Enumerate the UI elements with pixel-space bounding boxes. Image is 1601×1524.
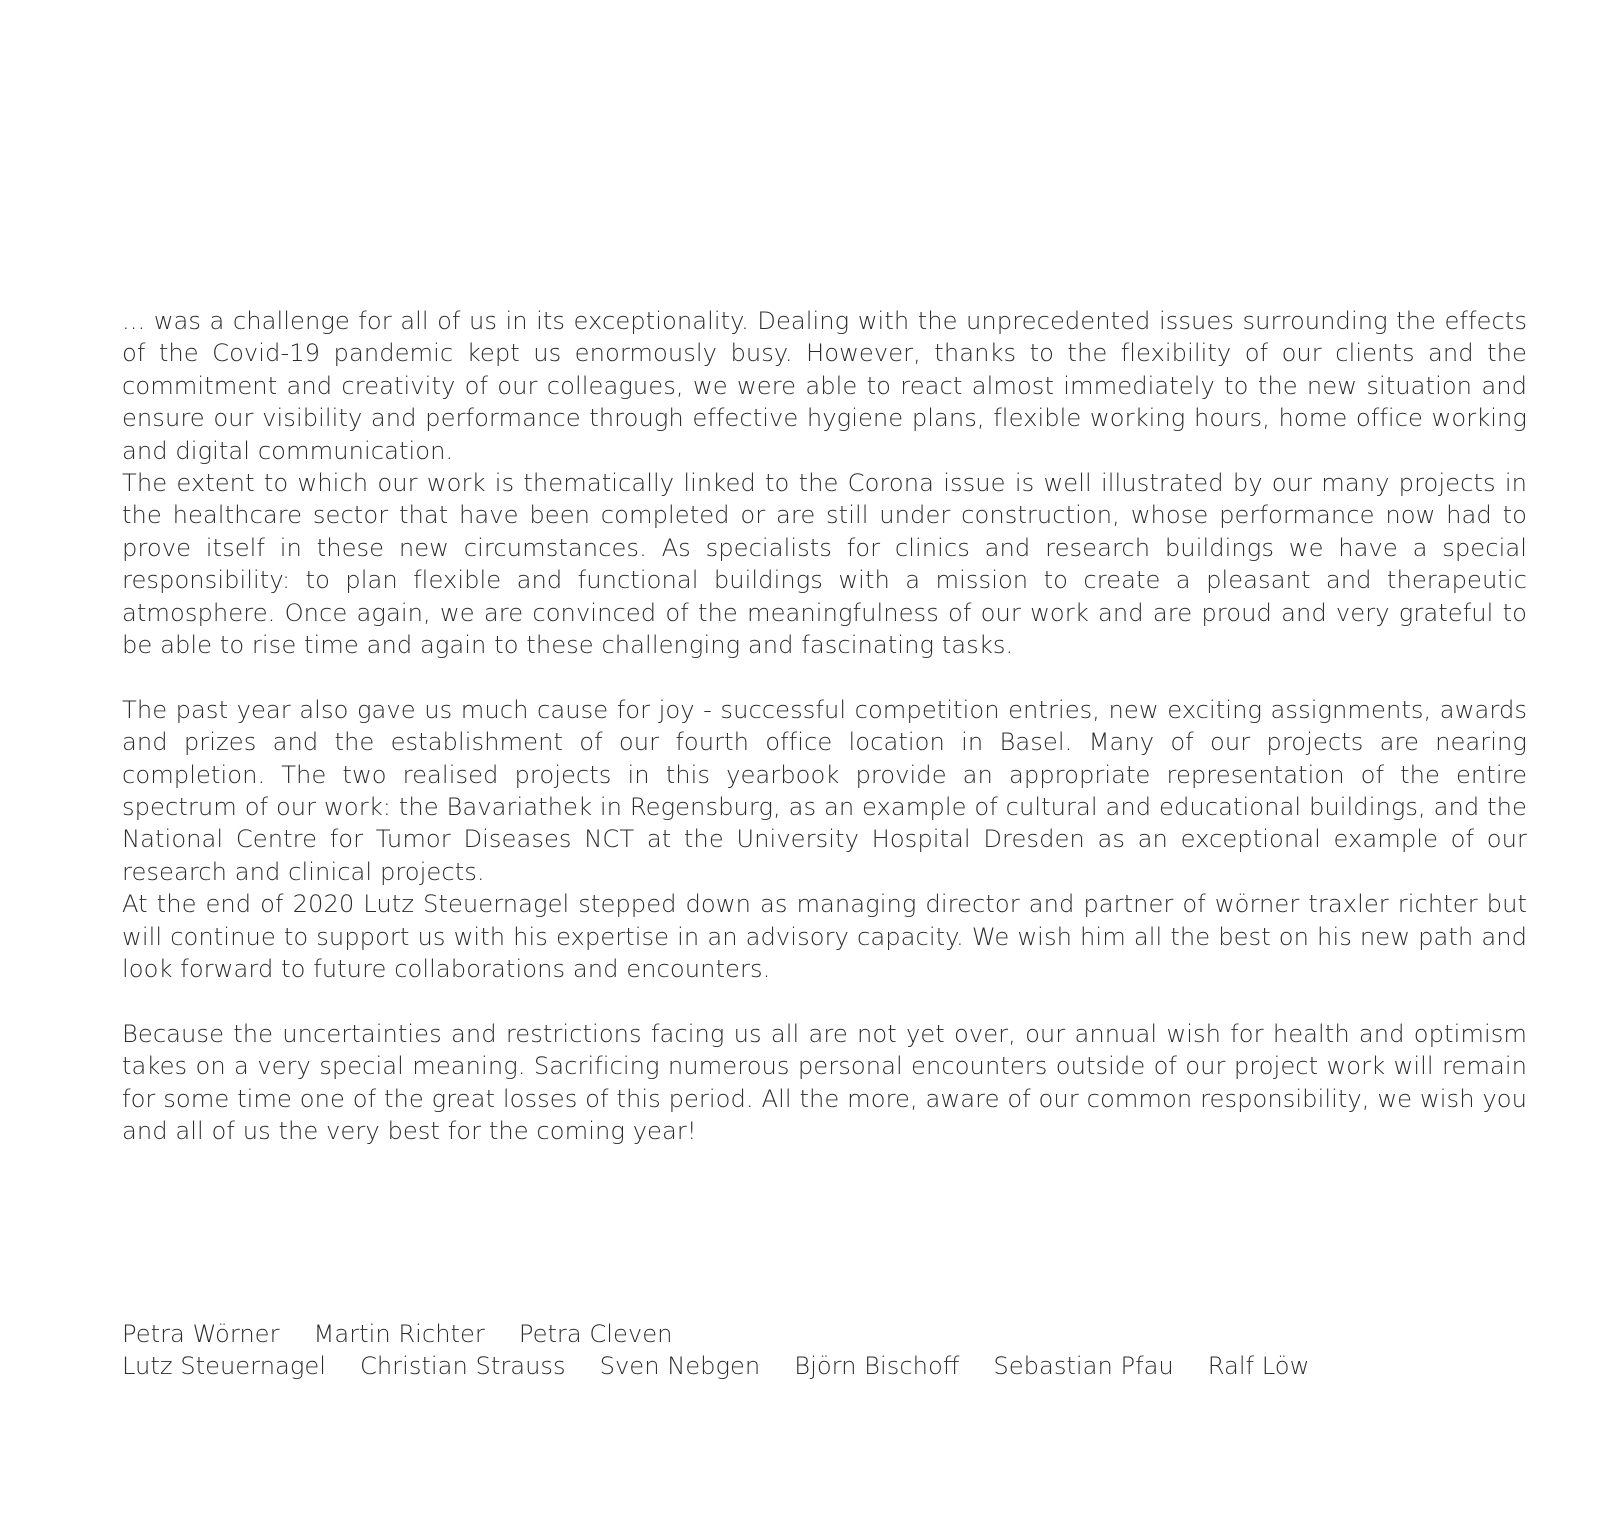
paragraph-intro: ... was a challenge for all of us in its exceptionality. Dealing with the unprecedented issues surrounding the effects of the Covid-19 pandemic kept us enormously busy. However, thanks to the flexibility of our clients and the commitment and creativity of our colleagues, we were able to react almost immediately to the new situation and ensure our visibility and performance through effective hygiene plans, flexible working hours, home office working and digital communication. — [122, 307, 1527, 465]
signature-name: Christian Strauss — [359, 1352, 566, 1381]
signature-name: Petra Cleven — [518, 1320, 673, 1348]
signature-row-associates — [122, 1350, 1343, 1382]
paragraph-gap — [122, 986, 1527, 1018]
signature-row-partners — [122, 1318, 1343, 1350]
paragraph-gap — [122, 661, 1527, 693]
signature-name: Petra Wörner — [122, 1320, 280, 1348]
signature-name: Sven Nebgen — [599, 1352, 761, 1381]
signature-name: Martin Richter — [313, 1320, 485, 1348]
paragraph-wishes: Because the uncertainties and restrictions facing us all are not yet over, our annual wish for health and optimism takes on a very special meaning. Sacrificing numerous personal encounters outside of our project work will remain for some time one of the great losses of this period. All the more, aware of our common responsibility, we wish you and all of us the very best for the coming year! — [122, 1019, 1527, 1146]
signature-name: Lutz Steuernagel — [122, 1352, 326, 1381]
signature-name: Sebastian Pfau — [993, 1352, 1174, 1381]
letter-body — [122, 305, 1527, 1148]
paragraph-past-year: The past year also gave us much cause for joy - successful competition entries, new exciting assignments, awards and prizes and the establishment of our fourth office location in Basel. Many of our projects are nearing completion. The two realised projects in this yearbook provide an appropriate representation of the entire spectrum of our work: the Bavariathek in Regensburg, as an example of cultural and educational buildings, and the National Centre for Tumor Diseases NCT at the University Hospital Dresden as an exceptional example of our research and clinical projects. — [122, 695, 1527, 886]
paragraph-healthcare: The extent to which our work is thematically linked to the Corona issue is well illustrated by our many projects in the healthcare sector that have been completed or are still under construction, whose performance now had to prove itself in these new circumstances. As specialists for clinics and research buildings we have a special responsibility: to plan flexible and functional buildings with a mission to create a pleasant and therapeutic atmosphere. Once again, we are convinced of the meaningfulness of our work and are proud and very grateful to be able to rise time and again to these challenging and fascinating tasks. — [122, 469, 1527, 660]
signature-name: Björn Bischoff — [794, 1352, 960, 1381]
signature-block — [122, 1318, 1343, 1383]
signature-name: Ralf Löw — [1207, 1352, 1310, 1381]
paragraph-steuernagel: At the end of 2020 Lutz Steuernagel stepped down as managing director and partner of wörner traxler richter but will continue to support us with his expertise in an advisory capacity. We wish him all the best on his new path and look forward to future collaborations and encounters. — [122, 890, 1527, 984]
